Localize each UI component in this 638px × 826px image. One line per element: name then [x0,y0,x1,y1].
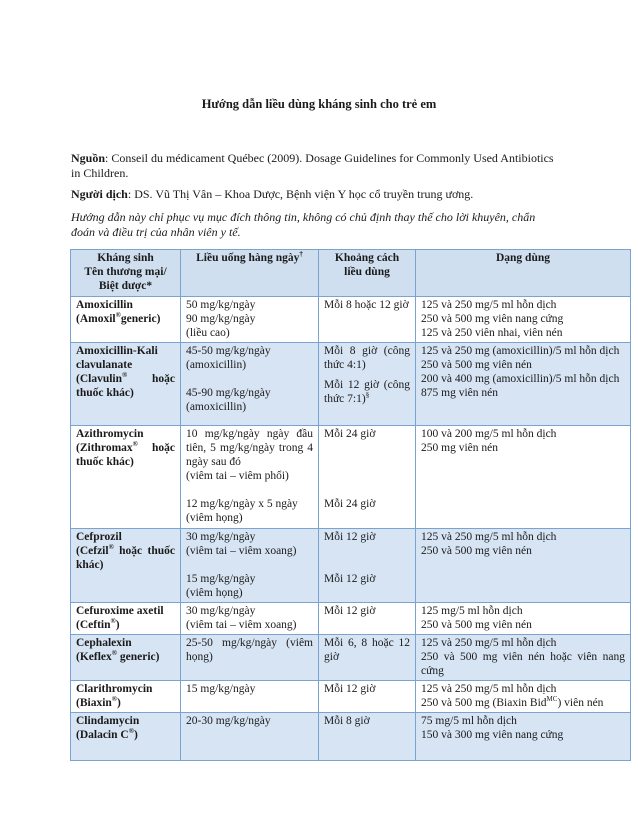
drug-cell: Azithromycin (Zithromax® hoặc thuốc khác) [71,426,181,529]
interval-cell: Mỗi 8 giờ (công thức 4:1) Mỗi 12 giờ (công thức 7:1)§ [319,343,416,426]
forms-cell: 125 mg/5 ml hỗn dịch 250 và 500 mg viên nén [416,603,631,635]
source-label: Nguồn [71,151,106,165]
interval-cell: Mỗi 8 giờ [319,713,416,761]
table-row [71,635,631,681]
forms-cell: 125 và 250 mg/5 ml hỗn dịch 250 và 500 mg (Biaxin Bid$^{MC}$) viên nén [416,681,631,713]
header-interval: Khoảng cách liều dùng [319,250,416,297]
table-row [71,426,631,529]
forms-cell: 125 và 250 mg (amoxicillin)/5 ml hỗn dịch 250 và 500 mg viên nén 200 và 400 mg (amoxicillin)/5 ml hỗn dịch 875 mg viên nén [416,343,631,426]
drug-cell: Cefuroxime axetil (Ceftin®) [71,603,181,635]
interval-cell: Mỗi 6, 8 hoặc 12 giờ [319,635,416,681]
interval-cell: Mỗi 8 hoặc 12 giờ [319,297,416,343]
interval-cell: Mỗi 24 giờ Mỗi 24 giờ [319,426,416,529]
dose-cell: 15 mg/kg/ngày [181,681,319,713]
dose-cell: 10 mg/kg/ngày ngày đầu tiên, 5 mg/kg/ngày trong 4 ngày sau đó (viêm tai – viêm phổi) 12 mg/kg/ngày x 5 ngày (viêm họng) [181,426,319,529]
forms-cell: 125 và 250 mg/5 ml hỗn dịch 250 và 500 mg viên nang cứng 125 và 250 viên nhai, viên nén [416,297,631,343]
forms-cell: 125 và 250 mg/5 ml hỗn dịch 250 và 500 mg viên nén hoặc viên nang cứng [416,635,631,681]
translator-text: : DS. Vũ Thị Vân – Khoa Dược, Bệnh viện Y học cổ truyền trung ương. [127,187,474,201]
disclaimer-paragraph: Hướng dẫn này chỉ phục vụ mục đích thông tin, không có chủ định thay thế cho lời khuyên, chẩn đoán và điều trị của nhân viên y tế. [71,210,536,239]
dose-cell: 50 mg/kg/ngày 90 mg/kg/ngày (liều cao) [181,297,319,343]
interval-cell: Mỗi 12 giờ Mỗi 12 giờ [319,529,416,603]
table-row [71,529,631,603]
forms-cell: 100 và 200 mg/5 ml hỗn dịch 250 mg viên nén [416,426,631,529]
translator-paragraph [71,187,561,202]
dosage-table [70,249,631,761]
drug-cell: Amoxicillin (Amoxil®generic) [71,297,181,343]
dose-cell: 30 mg/kg/ngày (viêm tai – viêm xoang) 15 mg/kg/ngày (viêm họng) [181,529,319,603]
drug-cell: Cephalexin (Keflex® generic) [71,635,181,681]
dose-cell: 25-50 mg/kg/ngày (viêm họng) [181,635,319,681]
drug-cell: Clarithromycin (Biaxin®) [71,681,181,713]
drug-cell: Clindamycin (Dalacin C®) [71,713,181,761]
table-row [71,713,631,761]
interval-cell: Mỗi 12 giờ [319,681,416,713]
forms-cell: 75 mg/5 ml hỗn dịch 150 và 300 mg viên nang cứng [416,713,631,761]
dose-cell: 30 mg/kg/ngày (viêm tai – viêm xoang) [181,603,319,635]
header-dosage-form: Dạng dùng [416,250,631,297]
forms-cell: 125 và 250 mg/5 ml hỗn dịch 250 và 500 mg viên nén [416,529,631,603]
dose-cell: 20-30 mg/kg/ngày [181,713,319,761]
interval-cell: Mỗi 12 giờ [319,603,416,635]
table-row [71,603,631,635]
document-title: Hướng dẫn liều dùng kháng sinh cho trẻ em [201,97,437,111]
drug-cell: Amoxicillin-Kali clavulanate (Clavulin® hoặc thuốc khác) [71,343,181,426]
dose-cell: 45-50 mg/kg/ngày (amoxicillin) 45-90 mg/kg/ngày (amoxicillin) [181,343,319,426]
table-row [71,297,631,343]
table-header-row [71,250,631,297]
source-paragraph [71,151,561,181]
translator-label: Người dịch [71,187,128,201]
header-antibiotic: Kháng sinh Tên thương mại/ Biệt dược* [71,250,181,297]
source-text: : Conseil du médicament Québec (2009). Dosage Guidelines for Commonly Used Antibiotics in Children. [71,151,554,180]
drug-cell: Cefprozil (Cefzil® hoặc thuốc khác) [71,529,181,603]
table-row [71,343,631,426]
table-row [71,681,631,713]
header-daily-dose: Liều uống hàng ngày† [181,250,319,297]
